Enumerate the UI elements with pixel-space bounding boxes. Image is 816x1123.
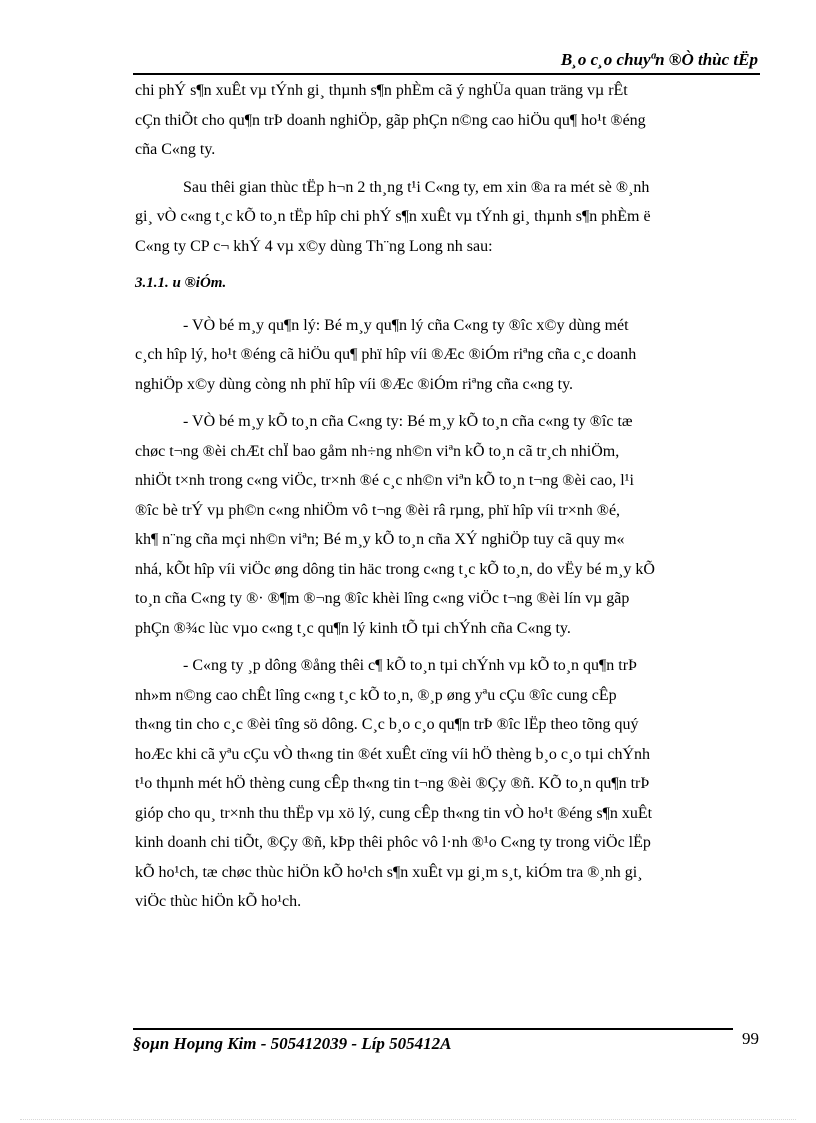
footer-rule: [133, 1028, 733, 1030]
bullet-point: [135, 651, 757, 917]
text-line: gi¸ vÒ c«ng t¸c kÕ to¸n tËp hîp chi phÝ s¶n xuÊt vµ tÝnh gi¸ thµnh s¶n phÈm ë: [135, 208, 651, 225]
footer-author: §oµn Hoµng Kim - 505412039 - Líp 505412A: [133, 1034, 452, 1053]
text-line: C«ng ty CP c¬ khÝ 4 vµ x©y dùng Th¨ng Long nh sau:: [135, 237, 493, 255]
page-edge-divider: [20, 1119, 796, 1120]
text-line: phÇn ®¾c lùc vµo c«ng t¸c qu¶n lý kinh tÕ tµi chÝnh cña C«ng ty.: [135, 619, 571, 637]
text-line: ®îc bè trÝ vµ ph©n c«ng nhiÖm vô t¬ng ®èi râ rµng, phï hîp víi tr×nh ®é,: [135, 501, 621, 519]
text-line: kinh doanh chi tiÕt, ®Çy ®ñ, kÞp thêi phôc vô l·nh ®¹o C«ng ty trong viÖc lËp: [135, 834, 651, 851]
text-line: cÇn thiÕt cho qu¶n trÞ doanh nghiÖp, gãp phÇn n©ng cao hiÖu qu¶ ho¹t ®éng: [135, 111, 646, 129]
paragraph: [135, 173, 757, 262]
paragraph: [135, 76, 757, 165]
text-line: kh¶ n¨ng cña mçi nh©n viªn; Bé m¸y kÕ to¸n cña XÝ nghiÖp tuy cã quy m«: [135, 531, 625, 548]
text-line: nh»m n©ng cao chÊt lîng c«ng t¸c kÕ to¸n, ®¸p øng yªu cÇu ®îc cung cÊp: [135, 686, 617, 704]
page-number: 99: [742, 1029, 759, 1048]
text-line: Sau thêi gian thùc tËp h¬n 2 th¸ng t¹i C«ng ty, em xin ®a ra mét sè ®¸nh: [183, 178, 650, 196]
text-line: chi phÝ s¶n xuÊt vµ tÝnh gi¸ thµnh s¶n phÈm cã ý nghÜa quan träng vµ rÊt: [135, 82, 628, 99]
text-line: viÖc thùc hiÖn kÕ ho¹ch.: [135, 893, 302, 910]
text-line: cña C«ng ty.: [135, 141, 216, 158]
header-title: B¸o c¸o chuyªn ®Ò thùc tËp: [560, 50, 758, 69]
text-line: nhá, kÕt hîp víi viÖc øng dông tin häc trong c«ng t¸c kÕ to¸n, do vËy bé m¸y kÕ: [135, 560, 655, 578]
text-line: c¸ch hîp lý, ho¹t ®éng cã hiÖu qu¶ phï hîp víi ®Æc ®iÓm riªng cña c¸c doanh: [135, 346, 637, 363]
text-line: - VÒ bé m¸y qu¶n lý: Bé m¸y qu¶n lý cña C«ng ty ®îc x©y dùng mét: [183, 316, 629, 334]
text-line: hoÆc khi cã yªu cÇu vÒ th«ng tin ®ét xuÊt cïng víi hÖ thèng b¸o c¸o tµi chÝnh: [135, 745, 651, 763]
text-line: - VÒ bé m¸y kÕ to¸n cña C«ng ty: Bé m¸y kÕ to¸n cña c«ng ty ®îc tæ: [183, 413, 633, 430]
text-line: nhiÖt t×nh trong c«ng viÖc, tr×nh ®é c¸c nh©n viªn kÕ to¸n t¬ng ®èi cao, l¹i: [135, 472, 634, 489]
text-line: to¸n cña C«ng ty ®· ®¶m ®¬ng ®îc khèi lîng c«ng viÖc t¬ng ®èi lín vµ gãp: [135, 590, 630, 607]
text-line: gióp cho qu¸ tr×nh thu thËp vµ xö lý, cung cÊp th«ng tin vÒ ho¹t ®éng s¶n xuÊt: [135, 804, 653, 822]
bullet-point: [135, 311, 757, 400]
text-line: chøc t¬ng ®èi chÆt chÏ bao gåm nh÷ng nh©n viªn kÕ to¸n cã tr¸ch nhiÖm,: [135, 442, 620, 460]
text-line: - C«ng ty ¸p dông ®ång thêi c¶ kÕ to¸n tµi chÝnh vµ kÕ to¸n qu¶n trÞ: [183, 657, 637, 674]
document-body: [135, 76, 757, 925]
text-line: t¹o thµnh mét hÖ thèng cung cÊp th«ng tin t¬ng ®èi ®Çy ®ñ. KÕ to¸n qu¶n trÞ: [135, 775, 650, 792]
text-line: th«ng tin cho c¸c ®èi tîng sö dông. C¸c b¸o c¸o qu¶n trÞ ®îc lËp theo tõng quý: [135, 716, 639, 733]
text-line: nghiÖp x©y dùng còng nh phï hîp víi ®Æc ®iÓm riªng cña c«ng ty.: [135, 375, 574, 393]
section-heading: 3.1.1. u ®iÓm.: [135, 275, 227, 291]
header-rule: [133, 73, 760, 75]
text-line: kÕ ho¹ch, tæ chøc thùc hiÖn kÕ ho¹ch s¶n xuÊt vµ gi¸m s¸t, kiÓm tra ®¸nh gi¸: [135, 863, 643, 881]
bullet-point: [135, 407, 757, 643]
